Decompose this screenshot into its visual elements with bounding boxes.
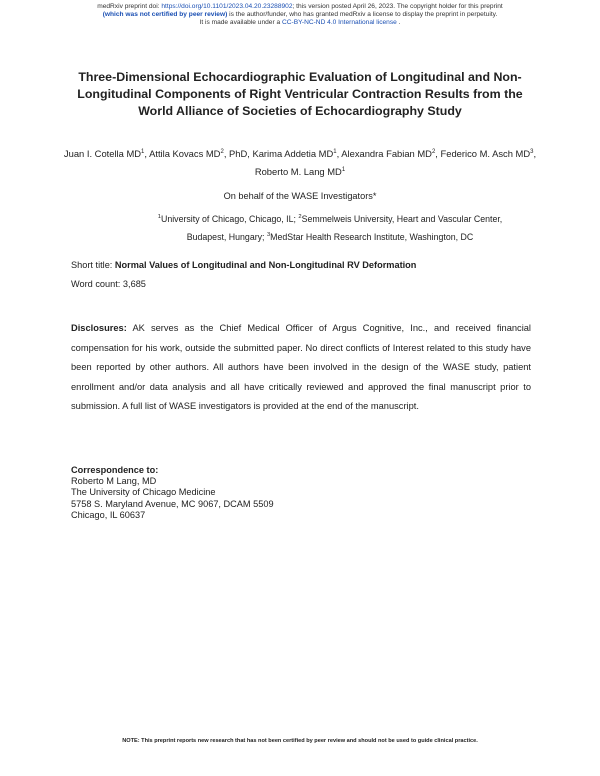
affil-sup: 3 (266, 232, 271, 239)
correspondence-line: Roberto M Lang, MD (71, 476, 157, 487)
correspondence-line: 5758 S. Maryland Avenue, MC 9067, DCAM 5509 (71, 498, 274, 509)
header-line-2 (0, 11, 600, 19)
correspondence-line: The University of Chicago Medicine (71, 487, 216, 498)
author-affil-sup: 2 (431, 148, 436, 155)
header-text: It is made available under a (199, 19, 282, 26)
disclosures-text: AK serves as the Chief Medical Officer of Argus Cognitive, Inc., and received financial compensation for his work, outside the submitted paper. No direct conflicts of Interest related to this study have been reported by other authors. All authors have been involved in the design of the WASE study, patient enrollment and/or data analysis and all have critically reviewed and approved the final manuscript prior to submission. A full list of WASE investigators is provided at the end of the manuscript. (71, 323, 531, 412)
affil-sup: 2 (298, 214, 302, 221)
preprint-footer-note: NOTE: This preprint reports new research that has not been certified by peer review and should not be used to guide clinical practice. (122, 738, 478, 744)
disclosures-label: Disclosures: (71, 323, 127, 333)
header-text: is the author/funder, who has granted medRxiv a license to display the preprint in perpetuity. (227, 11, 498, 18)
short-title (71, 260, 416, 270)
paper-title: Three-Dimensional Echocardiographic Evaluation of Longitudinal and Non-Longitudinal Components of Right Ventricular Contraction Results from the World Alliance of Societies of Echocardiography Study (77, 70, 523, 118)
behalf-line: On behalf of the WASE Investigators* (223, 191, 377, 201)
correspondence-line: Chicago, IL 60637 (71, 509, 146, 520)
author-list (60, 145, 540, 181)
affiliations (140, 210, 520, 246)
peer-review-note: (which was not certified by peer review) (102, 11, 228, 18)
affiliation: MedStar Health Research Institute, Washington, DC (270, 232, 474, 242)
affiliation: University of Chicago, Chicago, IL; (160, 214, 299, 224)
header-line-3 (0, 19, 600, 27)
short-title-label: Short title: (71, 260, 115, 270)
correspondence-heading: Correspondence to: (71, 465, 159, 475)
author-affil-sup: 1 (141, 148, 145, 155)
author-affil-sup: 1 (333, 148, 337, 155)
doi-link[interactable]: https://doi.org/10.1101/2023.04.20.23288902 (161, 3, 293, 10)
author: , PhD, Karima Addetia MD (223, 148, 334, 159)
author: Juan I. Cotella MD (63, 148, 142, 159)
affiliation: Semmelweis University, Heart and Vascular Center, Budapest, Hungary; (186, 214, 503, 242)
header-text: . (396, 19, 401, 26)
correspondence (71, 465, 274, 521)
author-affil-sup: 2 (220, 148, 224, 155)
license-link[interactable]: CC-BY-NC-ND 4.0 International license (281, 19, 397, 26)
header-text: ; this version posted April 26, 2023. The copyright holder for this preprint (292, 3, 503, 10)
header-text: medRxiv preprint doi: (97, 3, 162, 10)
affil-sup: 1 (157, 214, 161, 221)
preprint-header (0, 3, 600, 27)
word-count: Word count: 3,685 (71, 279, 146, 289)
author: , Federico M. Asch MD (435, 148, 531, 159)
disclosures (71, 319, 531, 417)
author-affil-sup: 1 (341, 166, 346, 173)
short-title-value: Normal Values of Longitudinal and Non-Longitudinal RV Deformation (114, 260, 417, 270)
author: , Alexandra Fabian MD (336, 148, 432, 159)
author: , Attila Kovacs MD (144, 148, 221, 159)
author-affil-sup: 3 (530, 148, 534, 155)
author: , Roberto M. Lang MD (254, 148, 537, 177)
header-line-1 (0, 3, 600, 11)
